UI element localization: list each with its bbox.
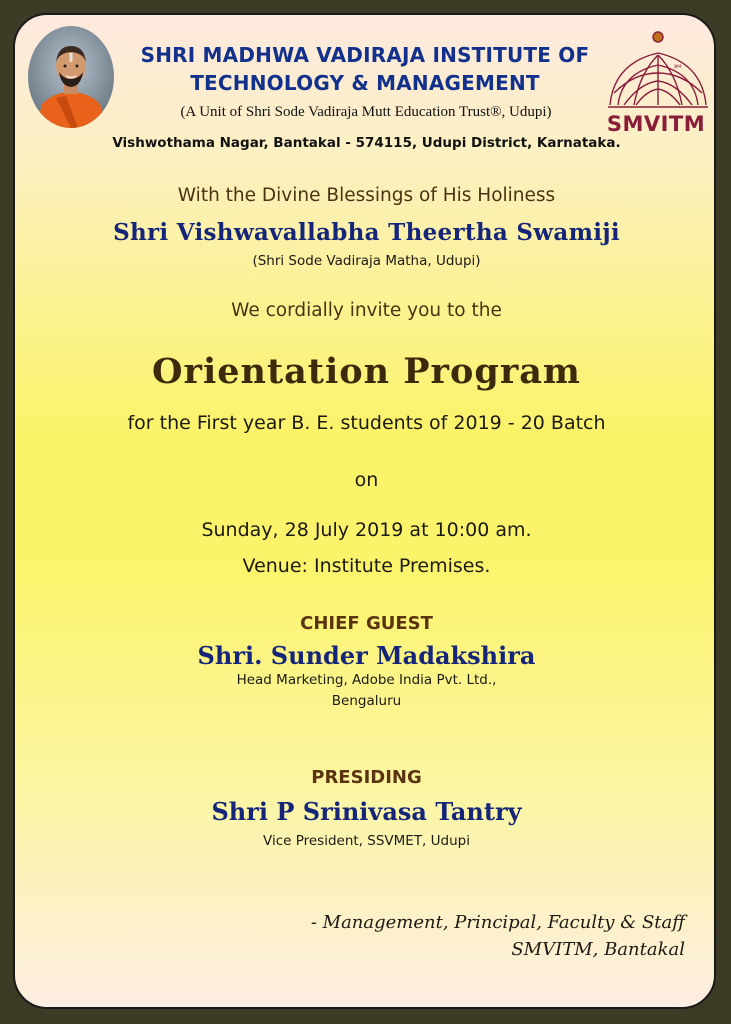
presiding-name: Shri P Srinivasa Tantry	[211, 797, 522, 826]
event-datetime: Sunday, 28 July 2019 at 10:00 am.	[201, 519, 532, 541]
event-subtitle: for the First year B. E. students of 2019 - 20 Batch	[127, 412, 606, 434]
chief-guest-city: Bengaluru	[331, 693, 402, 709]
presiding-heading: PRESIDING	[311, 767, 422, 788]
swamiji-portrait	[28, 26, 114, 128]
blessing-intro: With the Divine Blessings of His Holiness	[177, 185, 556, 206]
swamiji-name: Shri Vishwavallabha Theertha Swamiji	[113, 219, 620, 246]
chief-guest-designation: Head Marketing, Adobe India Pvt. Ltd.,	[236, 672, 497, 688]
invite-intro: We cordially invite you to the	[231, 300, 502, 321]
logo-wordmark: SMVITM	[606, 112, 706, 136]
institute-address: Vishwothama Nagar, Bantakal - 574115, Udupi District, Karnataka.	[112, 135, 621, 151]
signoff-line2: SMVITM, Bantakal	[511, 939, 685, 960]
presiding-designation: Vice President, SSVMET, Udupi	[263, 833, 470, 849]
svg-text:ज्ञानं: ज्ञानं	[674, 64, 682, 70]
trust-unit-line: (A Unit of Shri Sode Vadiraja Mutt Education Trust®, Udupi)	[180, 104, 552, 120]
chief-guest-name: Shri. Sunder Madakshira	[197, 641, 536, 670]
institute-name-line1: SHRI MADHWA VADIRAJA INSTITUTE OF	[140, 43, 590, 67]
institute-name-line2: TECHNOLOGY & MANAGEMENT	[190, 71, 540, 95]
invitation-card	[13, 13, 716, 1009]
signoff-line1: - Management, Principal, Faculty & Staff	[310, 912, 685, 933]
smvitm-logo	[600, 23, 712, 143]
event-venue: Venue: Institute Premises.	[242, 555, 491, 577]
on-text: on	[354, 469, 379, 491]
swamiji-affiliation: (Shri Sode Vadiraja Matha, Udupi)	[252, 253, 481, 269]
chief-guest-heading: CHIEF GUEST	[300, 613, 433, 634]
event-title: Orientation Program	[152, 351, 581, 392]
